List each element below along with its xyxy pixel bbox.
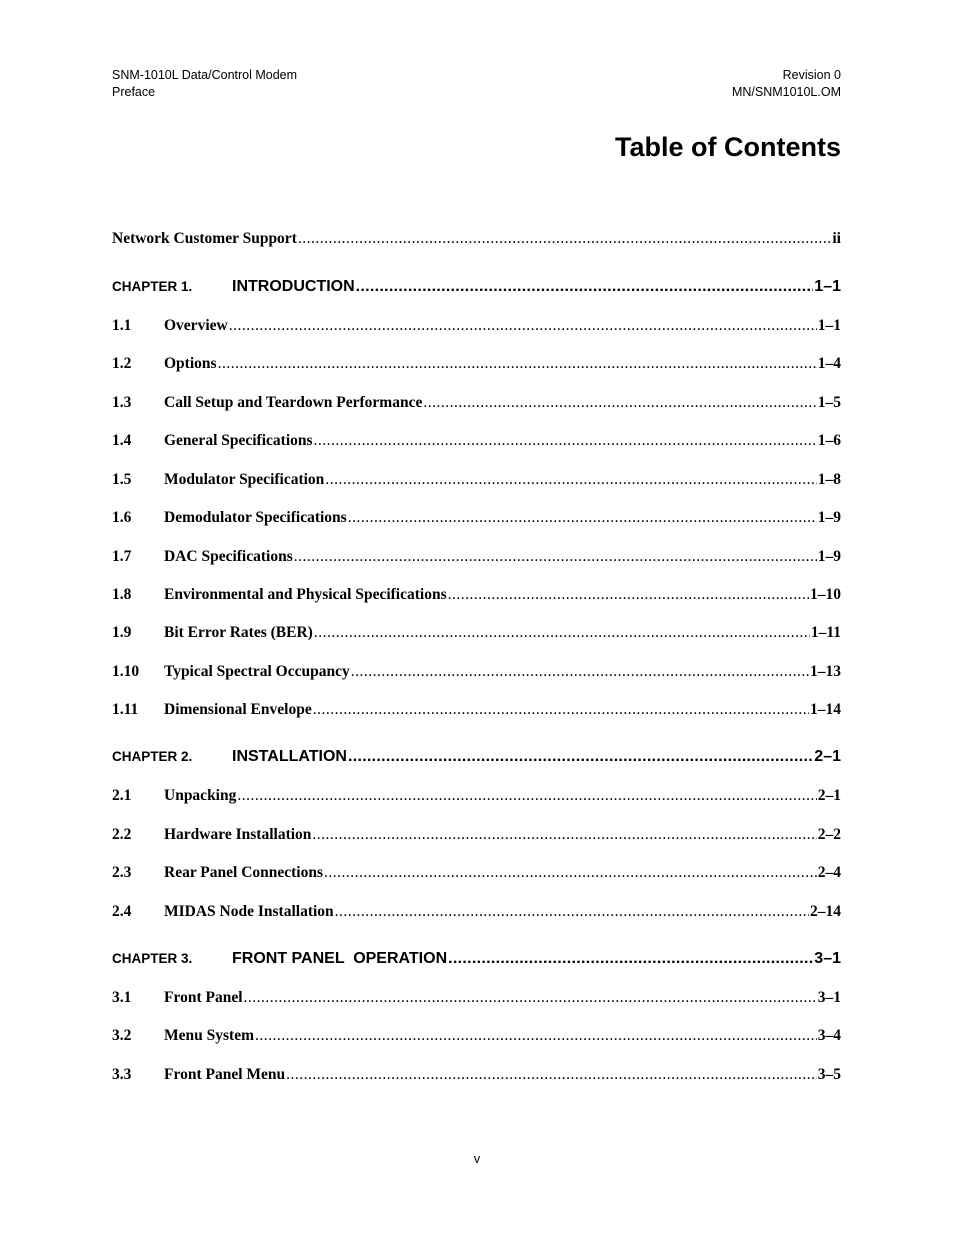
toc-dot-leader	[351, 663, 809, 681]
toc-page-number: 1–8	[817, 471, 841, 488]
toc-page-number: 3–4	[817, 1027, 841, 1044]
toc-section-number: 1.8	[112, 586, 132, 603]
toc-section-number: 3.1	[112, 989, 132, 1006]
toc-page-number: 1–1	[814, 278, 841, 295]
toc-entry[interactable]	[112, 230, 841, 248]
toc-dot-leader	[237, 787, 816, 805]
toc-entry[interactable]	[112, 355, 841, 373]
toc-entry[interactable]	[112, 864, 841, 882]
toc-section-number: 1.6	[112, 509, 132, 526]
toc-page-number: 1–10	[810, 586, 841, 603]
toc-section-number: 3.2	[112, 1027, 132, 1044]
toc-page-number: 2–14	[810, 903, 841, 920]
toc-dot-leader	[448, 586, 809, 604]
toc-entry-title: DAC Specifications	[164, 548, 293, 565]
toc-section-number: 2.3	[112, 864, 132, 881]
running-header-right	[732, 67, 841, 100]
toc-dot-leader	[423, 394, 816, 412]
running-header-left	[112, 67, 297, 100]
toc-page-number: 3–1	[814, 950, 841, 967]
toc-chapter-label: CHAPTER 3.	[112, 951, 193, 966]
toc-dot-leader	[314, 624, 810, 642]
toc-entry-title: Front Panel Menu	[164, 1066, 286, 1083]
section-name: Preface	[112, 84, 156, 99]
toc-chapter-entry[interactable]	[112, 748, 841, 766]
toc-entry-title: Network Customer Support	[112, 230, 297, 247]
toc-entry-title: Rear Panel Connections	[164, 864, 324, 881]
toc-chapter-label: CHAPTER 2.	[112, 749, 193, 764]
toc-entry-title: Demodulator Specifications	[164, 509, 347, 526]
toc-page-number: 1–13	[810, 663, 841, 680]
toc-page-number: 1–9	[817, 548, 841, 565]
toc-page-number: 3–1	[817, 989, 841, 1006]
toc-entry[interactable]	[112, 663, 841, 681]
toc-entry[interactable]	[112, 787, 841, 805]
toc-entry-title: INSTALLATION	[232, 748, 347, 765]
toc-entry-title: FRONT PANEL OPERATION	[232, 950, 448, 967]
toc-section-number: 1.2	[112, 355, 132, 372]
toc-page-number: 2–2	[817, 826, 841, 843]
toc-page-number: 3–5	[817, 1066, 841, 1083]
toc-dot-leader	[314, 432, 817, 450]
toc-dot-leader	[255, 1027, 817, 1045]
toc-dot-leader	[244, 989, 817, 1007]
toc-entry[interactable]	[112, 509, 841, 527]
toc-entry-title: Call Setup and Teardown Performance	[164, 394, 423, 411]
toc-dot-leader	[286, 1066, 817, 1084]
toc-entry-title: Overview	[164, 317, 228, 334]
toc-page-number: 1–5	[817, 394, 841, 411]
toc-page-number: 1–6	[817, 432, 841, 449]
toc-page-number: 2–1	[814, 748, 841, 765]
toc-section-number: 1.7	[112, 548, 132, 565]
toc-section-number: 1.1	[112, 317, 132, 334]
toc-entry[interactable]	[112, 624, 841, 642]
toc-entry-title: General Specifications	[164, 432, 313, 449]
toc-dot-leader	[294, 548, 817, 566]
toc-section-number: 1.9	[112, 624, 132, 641]
toc-entry-title: Environmental and Physical Specifications	[164, 586, 447, 603]
toc-dot-leader	[356, 278, 814, 296]
toc-dot-leader	[325, 471, 816, 489]
toc-section-number: 2.4	[112, 903, 132, 920]
toc-entry[interactable]	[112, 1066, 841, 1084]
toc-chapter-label: CHAPTER 1.	[112, 279, 193, 294]
toc-dot-leader	[348, 509, 817, 527]
toc-entry-title: Modulator Specification	[164, 471, 325, 488]
toc-chapter-entry[interactable]	[112, 278, 841, 296]
page-number: v	[473, 1152, 481, 1166]
toc-section-number: 1.11	[112, 701, 139, 718]
document-number: MN/SNM1010L.OM	[731, 84, 841, 99]
page-title: Table of Contents	[615, 132, 841, 162]
toc-entry[interactable]	[112, 701, 841, 719]
toc-section-number: 1.4	[112, 432, 132, 449]
toc-dot-leader	[229, 317, 817, 335]
toc-entry-title: INTRODUCTION	[232, 278, 355, 295]
toc-page-number: 1–14	[810, 701, 841, 718]
toc-dot-leader	[313, 701, 809, 719]
toc-entry-title: Unpacking	[164, 787, 237, 804]
toc-entry[interactable]	[112, 394, 841, 412]
toc-chapter-entry[interactable]	[112, 950, 841, 968]
toc-entry[interactable]	[112, 989, 841, 1007]
toc-entry-title: Typical Spectral Occupancy	[164, 663, 350, 680]
toc-entry[interactable]	[112, 548, 841, 566]
toc-dot-leader	[448, 950, 813, 968]
toc-page-number: 1–1	[817, 317, 841, 334]
toc-entry-title: Menu System	[164, 1027, 254, 1044]
toc-entry-title: Hardware Installation	[164, 826, 312, 843]
toc-dot-leader	[312, 826, 816, 844]
toc-dot-leader	[348, 748, 813, 766]
toc-entry-title: Front Panel	[164, 989, 243, 1006]
toc-section-number: 1.3	[112, 394, 132, 411]
toc-page-number: 1–9	[817, 509, 841, 526]
toc-section-number: 1.5	[112, 471, 132, 488]
toc-page-number: 1–11	[810, 624, 841, 641]
toc-section-number: 2.2	[112, 826, 132, 843]
toc-entry[interactable]	[112, 826, 841, 844]
toc-page-number: 2–1	[817, 787, 841, 804]
toc-section-number: 2.1	[112, 787, 132, 804]
toc-page-number: ii	[832, 230, 841, 247]
toc-entry[interactable]	[112, 317, 841, 335]
toc-entry[interactable]	[112, 432, 841, 450]
toc-entry-title: Options	[164, 355, 217, 372]
document-title: SNM-1010L Data/Control Modem	[112, 68, 298, 82]
revision-label: Revision 0	[782, 68, 841, 82]
toc-entry[interactable]	[112, 586, 841, 604]
toc-entry-title: MIDAS Node Installation	[164, 903, 334, 920]
toc-dot-leader	[335, 903, 809, 921]
toc-entry[interactable]	[112, 1027, 841, 1045]
toc-section-number: 1.10	[112, 663, 140, 680]
toc-page-number: 1–4	[817, 355, 841, 372]
toc-dot-leader	[218, 355, 817, 373]
toc-entry-title: Dimensional Envelope	[164, 701, 312, 718]
toc-page-number: 2–4	[817, 864, 841, 881]
toc-entry[interactable]	[112, 903, 841, 921]
toc-section-number: 3.3	[112, 1066, 132, 1083]
toc-entry[interactable]	[112, 471, 841, 489]
toc-entry-title: Bit Error Rates (BER)	[164, 624, 313, 641]
toc-dot-leader	[298, 230, 832, 248]
toc-dot-leader	[324, 864, 817, 882]
